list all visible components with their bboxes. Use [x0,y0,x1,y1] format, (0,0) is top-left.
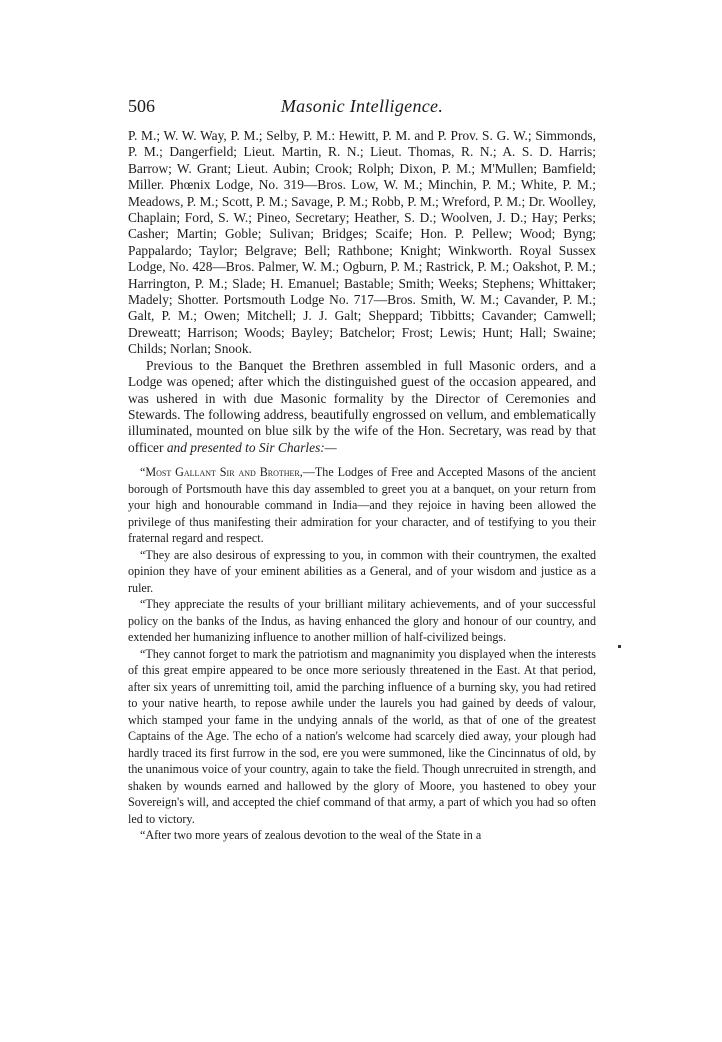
margin-speck [618,645,621,648]
running-title: Masonic Intelligence. [280,96,444,116]
address-paragraph-2: “They are also desirous of expressing to you, in common with their countrymen, the exalted opinion they have of your eminent abilities as a General, and of your wisdom and justice as a ruler. [128,547,596,595]
banquet-paragraph-text: Previous to the Banquet the Brethren assembled in full Masonic orders, and a Lodge was opened; after which the distinguished guest of the occasion appeared, and was ushered in with due Masonic formality by the Director of Ceremonies and Stewards. The following address, beautifully engrossed on vellum, and emblematically illuminated, mounted on blue silk by the wife of the Hon. Secretary, was read by that officer [128,357,596,455]
address-paragraph-4: “They cannot forget to mark the patriotism and magnanimity you displayed when the interests of this great empire appeared to be once more seriously threatened in the East. At that period, after six years of unremitting toil, amid the parching influence of a burning sky, you had retired to your native hearth, to repose awhile under the laurels you had gained by deeds of valour, which stamped your fame in the undying annals of the world, as that of one of the greatest Captains of the Age. The echo of a nation's welcome had scarcely died away, your plough had hardly traced its first furrow in the sod, ere you were summoned, like the Cincinnatus of old, by the unanimous voice of your country, again to take the field. Though unrecruited in strength, and shaken by wounds earned and hallowed by the glory of Moore, you hastened to obey your Sovereign's will, and accepted the chief command of that army, a part of which you had so often led to victory. [128,646,596,826]
address-salutation: “Most Gallant Sir and Brother, [140,465,303,480]
address-paragraph-1-text: —The Lodges of Free and Accepted Masons of the ancient borough of Portsmouth have this day assembled to greet you at a banquet, on your return from your high and honourable command in India—and they rejoice in having been allowed the privilege of thus manifesting their admiration for your character, and of testifying to you their fraternal regard and respect. [128,465,596,546]
address-paragraph-5: “After two more years of zealous devotion to the weal of the State in a [140,828,482,843]
address-paragraph-3: “They appreciate the results of your brilliant military achievements, and of your successful policy on the banks of the Indus, as having enhanced the glory and honour of our country, and extended her humanizing influence to another million of half-civilized beings. [128,597,596,645]
address-quotation [128,464,596,844]
page-body [128,128,596,844]
banquet-paragraph-intro: and presented to Sir Charles:— [166,439,337,455]
banquet-paragraph [128,358,596,456]
page-header [128,96,596,120]
lodges-attendance-list: P. M.; W. W. Way, P. M.; Selby, P. M.: Hewitt, P. M. and P. Prov. S. G. W.; Simmonds, P. M.; Dangerfield; Lieut. Martin, R. N.; Lieut. Thomas, R. N.; A. S. D. Harris; Barrow; W. Grant; Lieut. Aubin; Crook; Rolph; Dixon, P. M.; M'Mullen; Bamfield; Miller. Phœnix Lodge, No. 319—Bros. Low, W. M.; Minchin, P. M.; White, P. M.; Meadows, P. M.; Scott, P. M.; Savage, P. M.; Robb, P. M.; Wreford, P. M.; Dr. Woolley, Chaplain; Ford, S. W.; Pineo, Secretary; Heather, S. D.; Woolven, J. D.; Hay; Perks; Casher; Martin; Goble; Sulivan; Bridges; Scaife; Hon. P. Pellew; Wood; Byng; Pappalardo; Taylor; Belgrave; Bell; Rathbone; Knight; Winkworth. Royal Sussex Lodge, No. 428—Bros. Palmer, W. M.; Ogburn, P. M.; Rastrick, P. M.; Oakshot, P. M.; Harrington, P. M.; Slade; H. Emanuel; Bastable; Smith; Weeks; Stephens; Whittaker; Madely; Shotter. Portsmouth Lodge No. 717—Bros. Smith, W. M.; Cavander, P. M.; Galt, P. M.; Owen; Mitchell; J. J. Galt; Sheppard; Tibbitts; Cavander; Camwell; Dreweatt; Harrison; Woods; Bayley; Batchelor; Frost; Lewis; Hunt; Hall; Swaine; Childs; Norlan; Snook. [128,128,596,357]
page-number: 506 [128,96,155,116]
address-paragraph-1 [128,464,596,547]
